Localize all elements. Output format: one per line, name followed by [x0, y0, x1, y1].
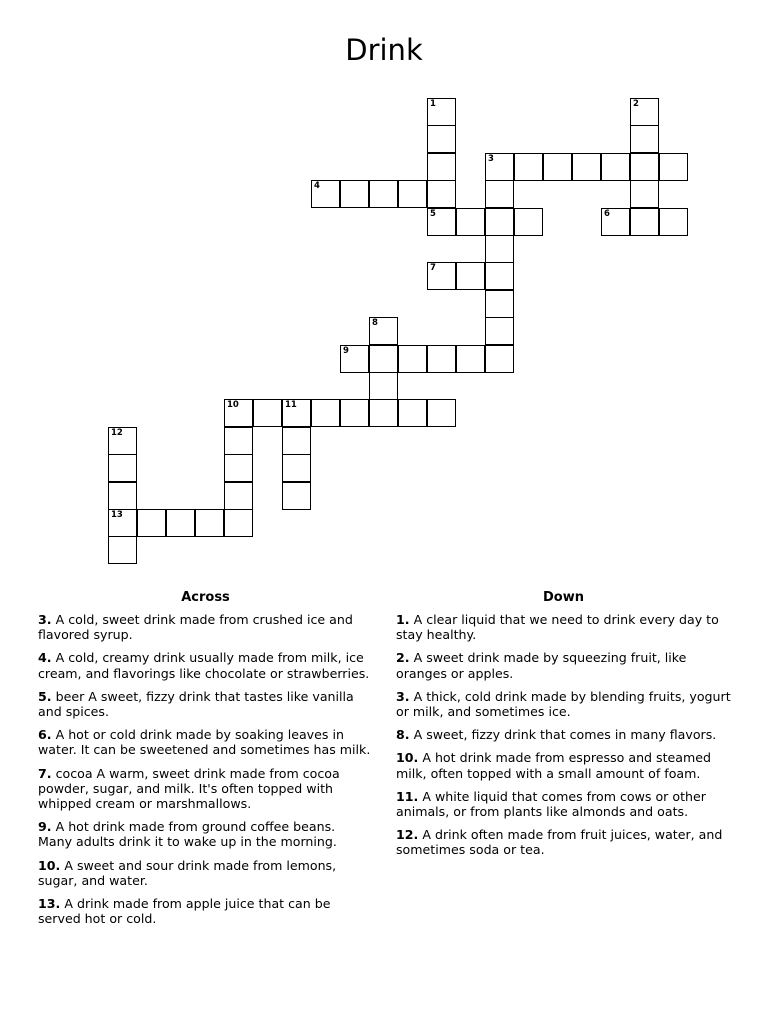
grid-cell[interactable] — [485, 153, 514, 181]
clue-text: A hot drink made from ground coffee beans. Many adults drink it to wake up in the morning. — [38, 819, 337, 850]
grid-cell[interactable] — [659, 208, 688, 236]
clue-number: 1 — [430, 99, 436, 109]
clue-number-label: 7. — [38, 765, 52, 781]
grid-cell[interactable] — [108, 454, 137, 482]
clue-text: A hot or cold drink made by soaking leaves in water. It can be sweetened and sometimes has milk. — [38, 727, 371, 758]
clue-number-label: 4. — [38, 650, 52, 666]
grid-cell[interactable] — [514, 153, 543, 181]
grid-cell[interactable] — [601, 153, 630, 181]
clue-number: 8 — [372, 318, 378, 328]
grid-cell[interactable] — [108, 509, 137, 537]
grid-cell[interactable] — [630, 208, 659, 236]
grid-cell[interactable] — [543, 153, 572, 181]
grid-cell[interactable] — [485, 262, 514, 290]
clue-number-label: 2. — [396, 650, 410, 666]
clue-number-label: 8. — [396, 727, 410, 743]
grid-cell[interactable] — [253, 399, 282, 427]
clue-number-label: 9. — [38, 819, 52, 835]
grid-cell[interactable] — [282, 482, 311, 510]
grid-cell[interactable] — [166, 509, 195, 537]
down-clue — [396, 650, 731, 680]
across-clues — [38, 590, 373, 934]
grid-cell[interactable] — [369, 399, 398, 427]
grid-cell[interactable] — [427, 399, 456, 427]
clue-text: A sweet, fizzy drink that comes in many flavors. — [413, 727, 717, 743]
clue-number: 13 — [111, 510, 123, 520]
clue-text: A drink often made from fruit juices, water, and sometimes soda or tea. — [396, 827, 723, 858]
grid-cell[interactable] — [369, 180, 398, 208]
clue-text: A sweet drink made by squeezing fruit, like oranges or apples. — [396, 650, 687, 681]
down-clue — [396, 727, 731, 742]
grid-cell[interactable] — [456, 262, 485, 290]
clue-number-label: 13. — [38, 896, 61, 912]
grid-cell[interactable] — [630, 153, 659, 181]
grid-cell[interactable] — [108, 536, 137, 564]
grid-cell[interactable] — [485, 317, 514, 345]
clue-number: 3 — [488, 154, 494, 164]
across-clue — [38, 650, 373, 680]
grid-cell[interactable] — [224, 399, 253, 427]
grid-cell[interactable] — [282, 454, 311, 482]
clue-text: A cold, sweet drink made from crushed ice and flavored syrup. — [38, 612, 353, 643]
clue-number: 12 — [111, 428, 123, 438]
grid-cell[interactable] — [398, 345, 427, 373]
clue-number-label: 3. — [396, 688, 410, 704]
grid-cell[interactable] — [282, 427, 311, 455]
grid-cell[interactable] — [282, 399, 311, 427]
grid-cell[interactable] — [485, 180, 514, 208]
grid-cell[interactable] — [137, 509, 166, 537]
grid-cell[interactable] — [601, 208, 630, 236]
clue-number: 10 — [227, 400, 239, 410]
clue-text: beer A sweet, fizzy drink that tastes like vanilla and spices. — [38, 688, 354, 720]
grid-cell[interactable] — [456, 208, 485, 236]
grid-cell[interactable] — [485, 208, 514, 236]
clue-text: A hot drink made from espresso and steamed milk, often topped with a small amount of foam. — [396, 750, 712, 781]
clue-number: 2 — [633, 99, 639, 109]
grid-cell[interactable] — [108, 427, 137, 455]
clue-text: A sweet and sour drink made from lemons, sugar, and water. — [38, 857, 337, 888]
grid-cell[interactable] — [514, 208, 543, 236]
clue-number-label: 10. — [38, 857, 61, 873]
grid-cell[interactable] — [630, 125, 659, 153]
clue-number-label: 1. — [396, 612, 410, 627]
grid-cell[interactable] — [427, 180, 456, 208]
grid-cell[interactable] — [427, 262, 456, 290]
grid-cell[interactable] — [485, 290, 514, 318]
grid-cell[interactable] — [427, 153, 456, 181]
across-clue — [38, 858, 373, 888]
clue-number-label: 5. — [38, 688, 52, 704]
grid-cell[interactable] — [659, 153, 688, 181]
grid-cell[interactable] — [195, 509, 224, 537]
clue-number-label: 10. — [396, 750, 419, 766]
down-clues — [396, 590, 731, 866]
clue-text: A drink made from apple juice that can be served hot or cold. — [38, 896, 331, 927]
grid-cell[interactable] — [630, 180, 659, 208]
across-clue — [38, 766, 373, 812]
down-clue — [396, 827, 731, 857]
down-clue — [396, 789, 731, 819]
grid-cell[interactable] — [224, 482, 253, 510]
grid-cell[interactable] — [427, 98, 456, 126]
clue-text: A white liquid that comes from cows or other animals, or from plants like almonds and oats. — [396, 788, 706, 820]
grid-cell[interactable] — [398, 399, 427, 427]
clue-number: 11 — [285, 400, 297, 410]
clue-text: A clear liquid that we need to drink every day to stay healthy. — [396, 612, 719, 643]
clue-number: 9 — [343, 346, 349, 356]
clue-number-label: 11. — [396, 788, 419, 804]
grid-cell[interactable] — [369, 345, 398, 373]
clue-text: A cold, creamy drink usually made from milk, ice cream, and flavorings like chocolate or strawberries. — [38, 650, 370, 681]
grid-cell[interactable] — [485, 345, 514, 373]
grid-cell[interactable] — [311, 399, 340, 427]
down-clue — [396, 689, 731, 719]
down-clue — [396, 750, 731, 780]
grid-cell[interactable] — [572, 153, 601, 181]
grid-cell[interactable] — [369, 372, 398, 400]
grid-cell[interactable] — [224, 427, 253, 455]
across-clue — [38, 689, 373, 719]
grid-cell[interactable] — [485, 235, 514, 263]
across-clue — [38, 896, 373, 926]
grid-cell[interactable] — [369, 317, 398, 345]
clue-number: 5 — [430, 209, 436, 219]
across-clue — [38, 727, 373, 757]
grid-cell[interactable] — [340, 180, 369, 208]
across-clue — [38, 819, 373, 849]
puzzle-title: Drink — [345, 33, 423, 67]
across-clue — [38, 612, 373, 642]
clue-number-label: 3. — [38, 612, 52, 627]
grid-cell[interactable] — [311, 180, 340, 208]
clue-number-label: 12. — [396, 827, 419, 843]
clue-number: 4 — [314, 181, 320, 191]
down-heading: Down — [543, 590, 584, 605]
grid-cell[interactable] — [340, 399, 369, 427]
grid-cell[interactable] — [630, 98, 659, 126]
grid-cell[interactable] — [340, 345, 369, 373]
clue-number: 7 — [430, 263, 436, 273]
grid-cell[interactable] — [224, 509, 253, 537]
clue-number-label: 6. — [38, 727, 52, 743]
grid-cell[interactable] — [427, 208, 456, 236]
clue-text: A thick, cold drink made by blending fruits, yogurt or milk, and sometimes ice. — [396, 688, 731, 720]
grid-cell[interactable] — [398, 180, 427, 208]
grid-cell[interactable] — [427, 125, 456, 153]
grid-cell[interactable] — [456, 345, 485, 373]
grid-cell[interactable] — [108, 482, 137, 510]
across-heading: Across — [181, 590, 230, 605]
grid-cell[interactable] — [427, 345, 456, 373]
clue-text: cocoa A warm, sweet drink made from cocoa powder, sugar, and milk. It's often topped with whipped cream or marshmallows. — [38, 765, 340, 812]
clue-number: 6 — [604, 209, 610, 219]
grid-cell[interactable] — [224, 454, 253, 482]
down-clue — [396, 612, 731, 642]
